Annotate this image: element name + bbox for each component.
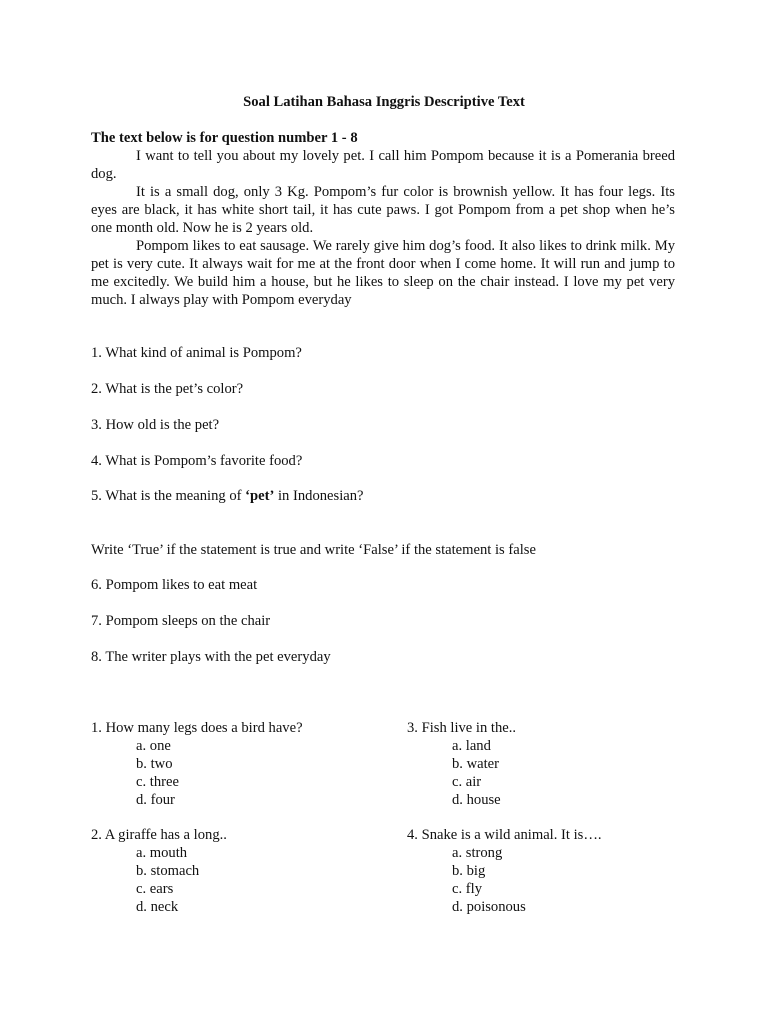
mc-option: d. house xyxy=(452,792,501,808)
mc-question-1 xyxy=(91,719,391,809)
mc-option: d. four xyxy=(136,792,175,808)
mc-question-3 xyxy=(407,719,707,809)
true-false-instruction: Write ‘True’ if the statement is true and write ‘False’ if the statement is false xyxy=(91,542,536,558)
mc-option: b. big xyxy=(452,863,486,879)
passage-paragraph: I want to tell you about my lovely pet. I call him Pompom because it is a Pomerania breed dog. xyxy=(91,148,675,182)
passage-paragraph: It is a small dog, only 3 Kg. Pompom’s fur color is brownish yellow. It has four legs. Its eyes are black, it has white short tail, it has cute paws. I got Pompom from a pet shop when he’s one month old. Now he is 2 years old. xyxy=(91,184,675,236)
mc-option: a. strong xyxy=(452,845,503,861)
mc-stem: 2. A giraffe has a long.. xyxy=(91,827,227,843)
question-5-text: 5. What is the meaning of xyxy=(91,488,246,504)
mc-stem: 4. Snake is a wild animal. It is…. xyxy=(407,827,602,843)
mc-question-4 xyxy=(407,826,707,916)
question-4: 4. What is Pompom’s favorite food? xyxy=(91,453,303,469)
mc-stem: 1. How many legs does a bird have? xyxy=(91,720,303,736)
question-2: 2. What is the pet’s color? xyxy=(91,381,244,397)
mc-option: c. air xyxy=(452,774,482,790)
question-5 xyxy=(91,487,364,505)
reading-passage xyxy=(91,147,675,309)
mc-question-2 xyxy=(91,826,391,916)
mc-option: c. fly xyxy=(452,881,482,897)
section-heading: The text below is for question number 1 - 8 xyxy=(91,130,358,146)
mc-option: d. poisonous xyxy=(452,899,526,915)
mc-option: a. land xyxy=(452,738,491,754)
question-5-keyword: ‘pet’ xyxy=(245,488,275,504)
statement-7: 7. Pompom sleeps on the chair xyxy=(91,613,271,629)
passage-paragraph: Pompom likes to eat sausage. We rarely give him dog’s food. It also likes to drink milk. My pet is very cute. It always wait for me at the front door when I come home. It will run and jump to me excitedly. We build him a house, but he likes to sleep on the chair instead. I love my pet very much. I always play with Pompom everyday xyxy=(91,238,675,308)
mc-option: d. neck xyxy=(136,899,179,915)
mc-stem: 3. Fish live in the.. xyxy=(407,720,517,736)
mc-option: c. ears xyxy=(136,881,174,897)
question-5-text-end: in Indonesian? xyxy=(274,488,364,504)
mc-option: c. three xyxy=(136,774,179,790)
question-1: 1. What kind of animal is Pompom? xyxy=(91,345,302,361)
mc-option: b. water xyxy=(452,756,500,772)
mc-option: b. two xyxy=(136,756,173,772)
mc-option: a. mouth xyxy=(136,845,188,861)
statement-6: 6. Pompom likes to eat meat xyxy=(91,577,258,593)
document-title: Soal Latihan Bahasa Inggris Descriptive Text xyxy=(243,94,525,110)
statement-8: 8. The writer plays with the pet everyday xyxy=(91,649,331,665)
mc-option: a. one xyxy=(136,738,171,754)
mc-option: b. stomach xyxy=(136,863,200,879)
question-3: 3. How old is the pet? xyxy=(91,417,220,433)
